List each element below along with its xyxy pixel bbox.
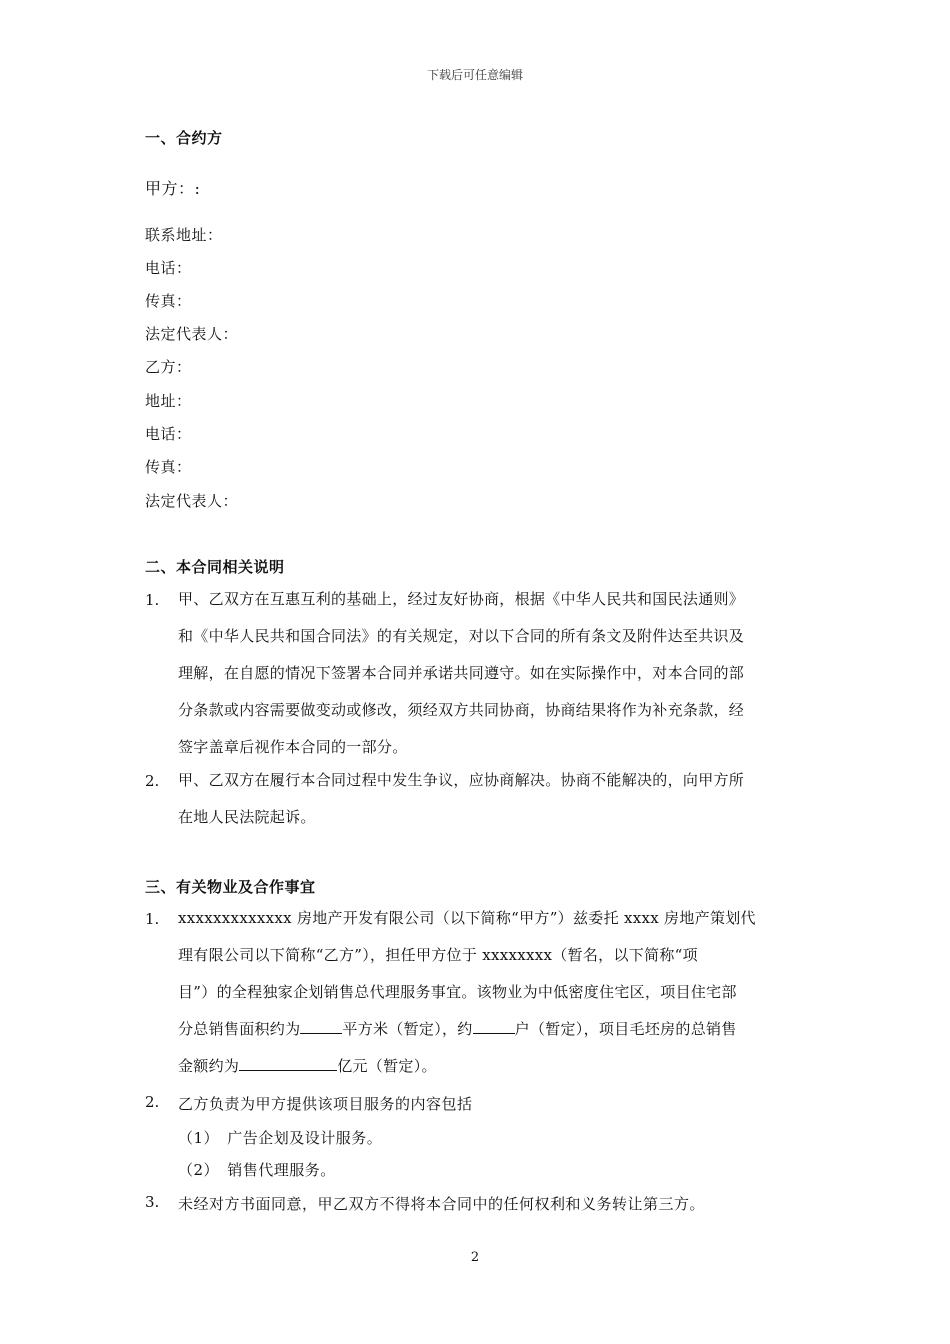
section-3-paragraph-3: 未经对方书面同意，甲乙双方不得将本合同中的任何权利和义务转让第三方。 [178,1195,706,1213]
sub-item-text: 广告企划及设计服务。 [227,1129,383,1147]
fax-label-a: 传真： [145,292,192,310]
address-label-b: 地址： [145,392,192,410]
text-line [178,1011,808,1048]
text-line: 甲、乙双方在互惠互利的基础上，经过友好协商，根据《中华人民共和国民法通则》 [178,590,745,608]
section-2-title: 二、本合同相关说明 [145,558,285,576]
sub-item-label: （1） [178,1129,220,1147]
item-number: 1. [145,910,160,928]
text-line: 理有限公司以下简称“乙方”），担任甲方位于 xxxxxxxx（暂名，以下简称“项 [178,946,698,964]
area-blank [300,1017,342,1034]
text-segment: 金额约为 [178,1057,240,1075]
party-b-label: 乙方： [145,358,192,376]
text-line: 分条款或内容需要做变动或修改，须经双方共同协商，协商结果将作为补充条款，经 [178,701,745,719]
text-line: 甲、乙双方在履行本合同过程中发生争议，应协商解决。协商不能解决的，向甲方所 [178,771,745,789]
units-blank [473,1017,515,1034]
sub-item-text: 销售代理服务。 [227,1161,336,1179]
text-segment: 平方米（暂定），约 [342,1020,473,1038]
text-segment: 亿元（暂定）。 [337,1057,437,1075]
item-number: 3. [145,1193,160,1211]
sub-item [178,1159,336,1180]
section-2-paragraph-1 [178,581,808,766]
text-segment: 户（暂定），项目毛坯房的总销售 [514,1020,737,1038]
amount-blank [239,1054,337,1071]
sub-item-label: （2） [178,1161,220,1179]
contact-address-label: 联系地址： [145,226,223,244]
text-line: 理解，在自愿的情况下签署本合同并承诺共同遵守。如在实际操作中，对本合同的部 [178,664,745,682]
sub-item [178,1127,382,1148]
phone-label-a: 电话： [145,259,192,277]
text-line: 在地人民法院起诉。 [178,808,316,826]
party-a-label: 甲方：: [145,179,201,198]
legal-rep-label-b: 法定代表人： [145,492,239,510]
text-line: 和《中华人民共和国合同法》的有关规定，对以下合同的所有条文及附件达至共识及 [178,627,745,645]
section-3-title: 三、有关物业及合作事宜 [145,878,316,896]
text-line: xxxxxxxxxxxxx 房地产开发有限公司（以下简称“甲方”）兹委托 xxxx 房地产策划代 [178,909,756,927]
section-3-paragraph-1 [178,900,808,1085]
fax-label-b: 传真： [145,458,192,476]
item-number: 2. [145,772,160,790]
item-number: 2. [145,1093,160,1111]
text-line [178,1048,808,1085]
text-line: 目”）的全程独家企划销售总代理服务事宜。该物业为中低密度住宅区，项目住宅部 [178,983,737,1001]
item-number: 1. [145,591,160,609]
text-line: 签字盖章后视作本合同的一部分。 [178,738,408,756]
page-header: 下载后可任意编辑 [426,68,523,82]
phone-label-b: 电话： [145,425,192,443]
text-segment: 分总销售面积约为 [178,1020,301,1038]
section-3-paragraph-2: 乙方负责为甲方提供该项目服务的内容包括 [178,1095,473,1113]
legal-rep-label-a: 法定代表人： [145,325,239,343]
section-2-paragraph-2 [178,762,808,836]
page-number: 2 [470,1250,480,1265]
section-1-title: 一、合约方 [145,129,223,147]
